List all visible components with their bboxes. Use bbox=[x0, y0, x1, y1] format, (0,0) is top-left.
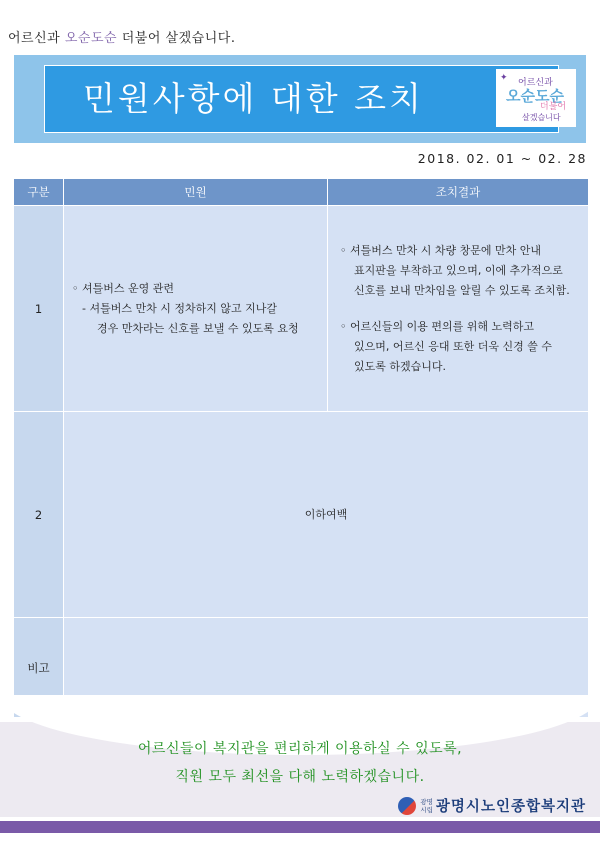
header-complaint: 민원 bbox=[64, 179, 328, 206]
slogan-accent: 오순도순 bbox=[64, 31, 118, 46]
org-small-label bbox=[420, 798, 433, 814]
footer-message-line-2: 직원 모두 최선을 다해 노력하겠습니다. bbox=[175, 769, 425, 785]
row-number: 1 bbox=[14, 206, 64, 412]
header-slogan bbox=[8, 27, 235, 46]
result-cell bbox=[328, 206, 589, 412]
result-line: 표지판을 부착하고 있으며, 이에 추가적으로 bbox=[354, 263, 563, 277]
emblem-icon bbox=[398, 797, 416, 815]
complaint-table bbox=[13, 178, 589, 718]
organization-signature bbox=[398, 795, 586, 816]
title-banner-inner bbox=[44, 65, 567, 133]
slogan-logo bbox=[496, 69, 576, 127]
complaint-cell bbox=[64, 206, 328, 412]
result-line: 신호를 보내 만차임을 알릴 수 있도록 조치함. bbox=[354, 283, 570, 297]
complaint-title: ◦ 셔틀버스 운영 관련 bbox=[72, 281, 174, 295]
table-header-row bbox=[14, 179, 589, 206]
logo-line-4: 살겠습니다 bbox=[522, 113, 561, 122]
org-small-bottom: 시립 bbox=[420, 805, 433, 814]
complaint-detail-line: 경우 만차라는 신호를 보낼 수 있도록 요청 bbox=[97, 321, 299, 335]
date-range: 2018. 02. 01 ~ 02. 28 bbox=[417, 151, 587, 166]
bottom-bar bbox=[0, 821, 600, 833]
result-line: 있도록 하겠습니다. bbox=[354, 359, 447, 373]
result-line: 있으며, 어르신 응대 또한 더욱 신경 쓸 수 bbox=[354, 339, 552, 353]
logo-line-3: 더불어 bbox=[540, 102, 567, 112]
result-line: ◦ 셔틀버스 만차 시 차량 창문에 만차 안내 bbox=[340, 243, 541, 257]
row-number: 2 bbox=[14, 412, 64, 618]
result-line: ◦ 어르신들의 이용 편의를 위해 노력하고 bbox=[340, 319, 534, 333]
logo-line-1: 어르신과 bbox=[518, 78, 553, 88]
title-banner bbox=[14, 55, 586, 143]
star-icon: ✦ bbox=[500, 73, 508, 83]
remarks-label: 비고 bbox=[14, 618, 64, 718]
header-category: 구분 bbox=[14, 179, 64, 206]
complaint-detail-line: - 셔틀버스 만차 시 정차하지 않고 지나갈 bbox=[82, 301, 277, 315]
org-small-top: 광명 bbox=[420, 797, 433, 806]
blank-note: 이하여백 bbox=[64, 412, 589, 618]
header-result: 조치결과 bbox=[328, 179, 589, 206]
table-row bbox=[14, 206, 589, 412]
page-title: 민원사항에 대한 조치 bbox=[83, 79, 424, 118]
slogan-suffix: 더불어 살겠습니다. bbox=[117, 31, 236, 46]
footer-message-line-1: 어르신들이 복지관을 편리하게 이용하실 수 있도록, bbox=[137, 741, 463, 757]
table-row bbox=[14, 412, 589, 618]
logo-line-2: 오순도순 bbox=[506, 87, 564, 105]
slogan-prefix: 어르신과 bbox=[8, 31, 65, 46]
organization-name: 광명시노인종합복지관 bbox=[435, 799, 586, 815]
